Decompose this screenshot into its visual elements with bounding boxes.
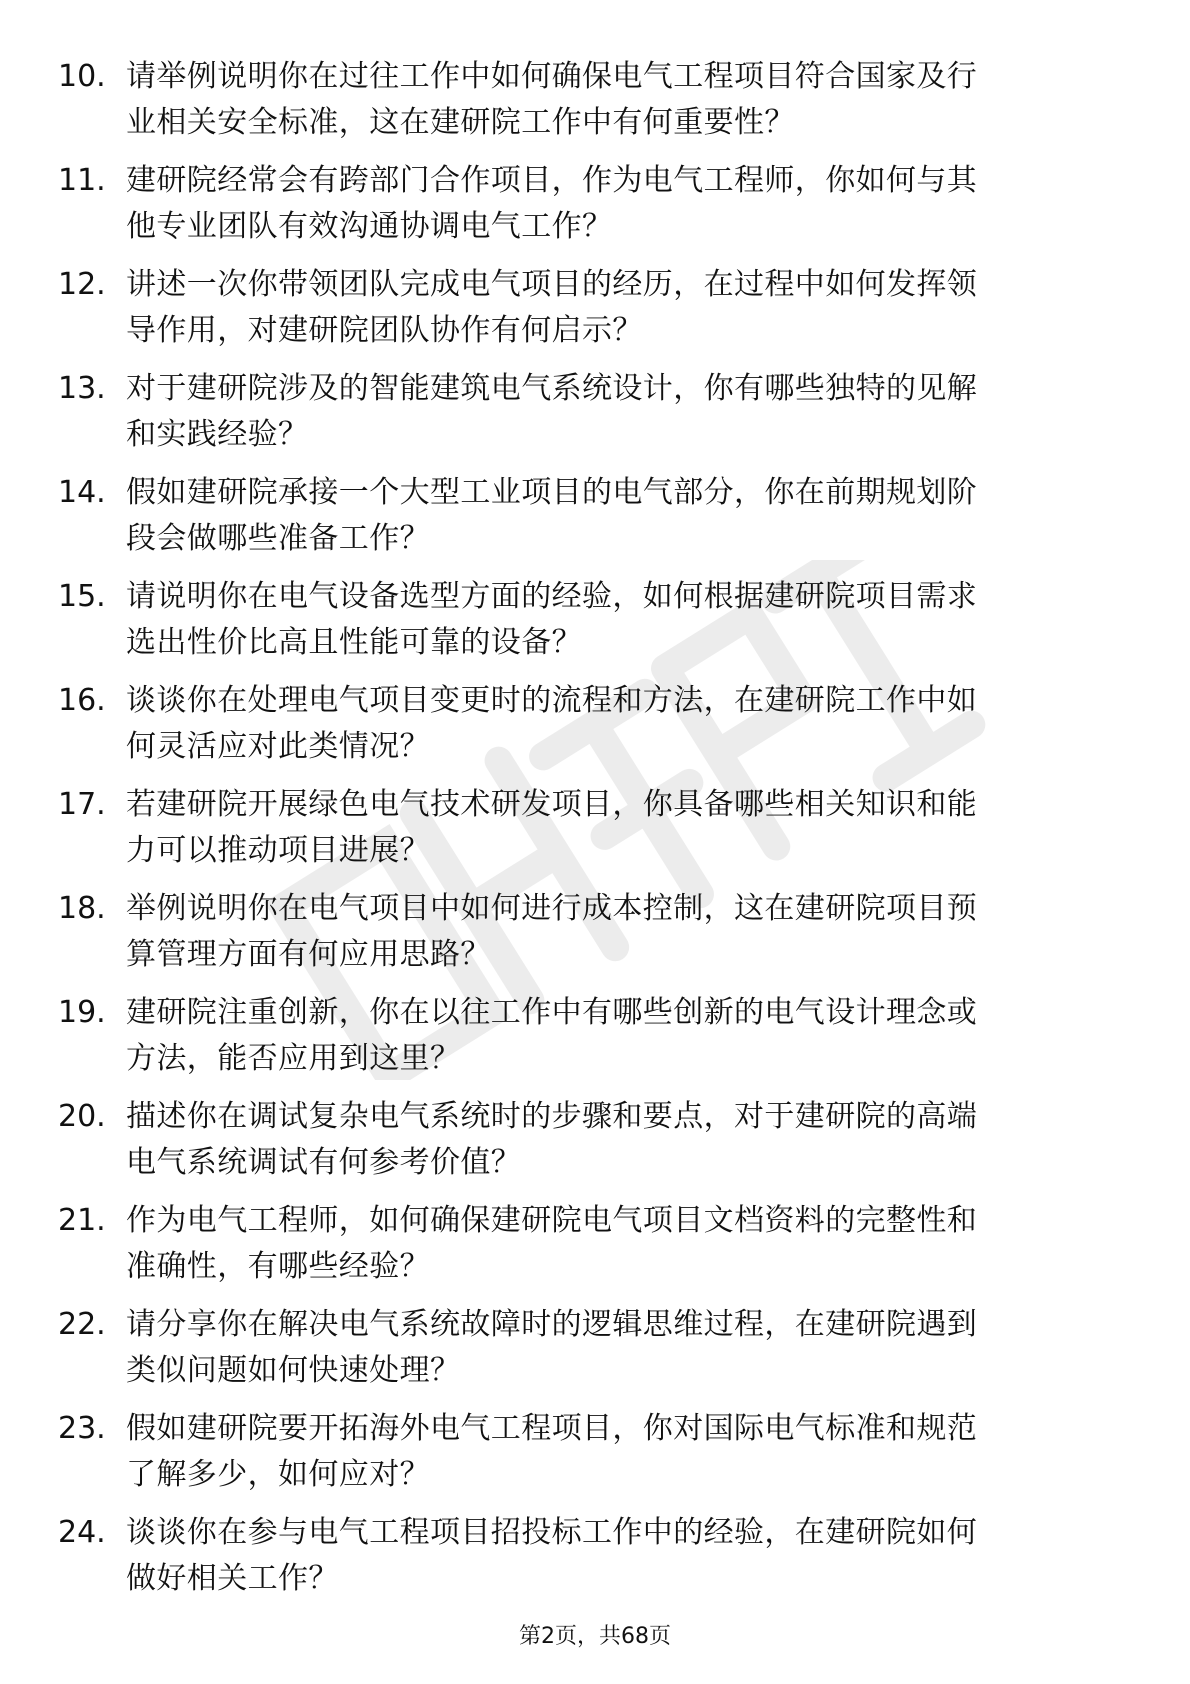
list-item — [0, 782, 1190, 886]
question-text — [126, 990, 1116, 1082]
question-line: 了解多少，如何应对？ — [126, 1457, 430, 1492]
list-item — [0, 1406, 1190, 1510]
question-line: 何灵活应对此类情况？ — [126, 729, 430, 764]
question-line: 若建研院开展绿色电气技术研发项目，你具备哪些相关知识和能 — [126, 787, 978, 822]
list-item — [0, 1198, 1190, 1302]
list-item — [0, 990, 1190, 1094]
question-number: 20. — [58, 1099, 106, 1134]
list-item — [0, 1302, 1190, 1406]
question-text — [126, 1094, 1116, 1186]
question-line: 准确性，有哪些经验？ — [126, 1249, 430, 1284]
question-line: 假如建研院承接一个大型工业项目的电气部分，你在前期规划阶 — [126, 475, 978, 510]
question-line: 类似问题如何快速处理？ — [126, 1353, 461, 1388]
question-line: 建研院经常会有跨部门合作项目，作为电气工程师，你如何与其 — [126, 163, 978, 198]
question-text — [126, 1302, 1116, 1394]
question-number: 14. — [58, 475, 106, 510]
question-line: 举例说明你在电气项目中如何进行成本控制，这在建研院项目预 — [126, 891, 978, 926]
question-number: 11. — [58, 163, 106, 198]
list-item — [0, 262, 1190, 366]
question-text — [126, 262, 1116, 354]
question-line: 业相关安全标准，这在建研院工作中有何重要性？ — [126, 105, 795, 140]
question-line: 谈谈你在参与电气工程项目招投标工作中的经验，在建研院如何 — [126, 1515, 978, 1550]
question-number: 16. — [58, 683, 106, 718]
question-text — [126, 678, 1116, 770]
question-text — [126, 886, 1116, 978]
question-number: 15. — [58, 579, 106, 614]
list-item — [0, 158, 1190, 262]
question-number: 10. — [58, 59, 106, 94]
question-text — [126, 366, 1116, 458]
question-line: 请举例说明你在过往工作中如何确保电气工程项目符合国家及行 — [126, 59, 978, 94]
question-number: 21. — [58, 1203, 106, 1238]
question-number: 22. — [58, 1307, 106, 1342]
question-number: 13. — [58, 371, 106, 406]
question-line: 作为电气工程师，如何确保建研院电气项目文档资料的完整性和 — [126, 1203, 978, 1238]
list-item — [0, 54, 1190, 158]
question-line: 段会做哪些准备工作？ — [126, 521, 430, 556]
list-item — [0, 1510, 1190, 1614]
question-number: 17. — [58, 787, 106, 822]
question-line: 描述你在调试复杂电气系统时的步骤和要点，对于建研院的高端 — [126, 1099, 978, 1134]
question-line: 方法，能否应用到这里？ — [126, 1041, 461, 1076]
question-line: 请分享你在解决电气系统故障时的逻辑思维过程，在建研院遇到 — [126, 1307, 978, 1342]
question-line: 建研院注重创新，你在以往工作中有哪些创新的电气设计理念或 — [126, 995, 978, 1030]
question-line: 他专业团队有效沟通协调电气工作？ — [126, 209, 613, 244]
list-item — [0, 678, 1190, 782]
question-text — [126, 470, 1116, 562]
list-item — [0, 1094, 1190, 1198]
question-number: 12. — [58, 267, 106, 302]
question-text — [126, 1198, 1116, 1290]
question-line: 和实践经验？ — [126, 417, 309, 452]
question-line: 导作用，对建研院团队协作有何启示？ — [126, 313, 643, 348]
question-line: 假如建研院要开拓海外电气工程项目，你对国际电气标准和规范 — [126, 1411, 978, 1446]
list-item — [0, 366, 1190, 470]
question-line: 请说明你在电气设备选型方面的经验，如何根据建研院项目需求 — [126, 579, 978, 614]
question-text — [126, 1406, 1116, 1498]
question-text — [126, 574, 1116, 666]
list-item — [0, 886, 1190, 990]
question-text — [126, 1510, 1116, 1602]
question-number: 23. — [58, 1411, 106, 1446]
question-list — [0, 54, 1190, 1614]
question-line: 力可以推动项目进展？ — [126, 833, 430, 868]
question-number: 24. — [58, 1515, 106, 1550]
question-line: 做好相关工作？ — [126, 1561, 339, 1596]
question-line: 讲述一次你带领团队完成电气项目的经历，在过程中如何发挥领 — [126, 267, 978, 302]
question-line: 电气系统调试有何参考价值？ — [126, 1145, 522, 1180]
list-item — [0, 470, 1190, 574]
question-line: 选出性价比高且性能可靠的设备？ — [126, 625, 582, 660]
question-text — [126, 158, 1116, 250]
list-item — [0, 574, 1190, 678]
question-text — [126, 782, 1116, 874]
question-line: 算管理方面有何应用思路？ — [126, 937, 491, 972]
question-text — [126, 54, 1116, 146]
question-number: 19. — [58, 995, 106, 1030]
question-number: 18. — [58, 891, 106, 926]
question-line: 谈谈你在处理电气项目变更时的流程和方法，在建研院工作中如 — [126, 683, 978, 718]
page-footer: 第2页，共68页 — [519, 1624, 671, 1649]
question-line: 对于建研院涉及的智能建筑电气系统设计，你有哪些独特的见解 — [126, 371, 978, 406]
